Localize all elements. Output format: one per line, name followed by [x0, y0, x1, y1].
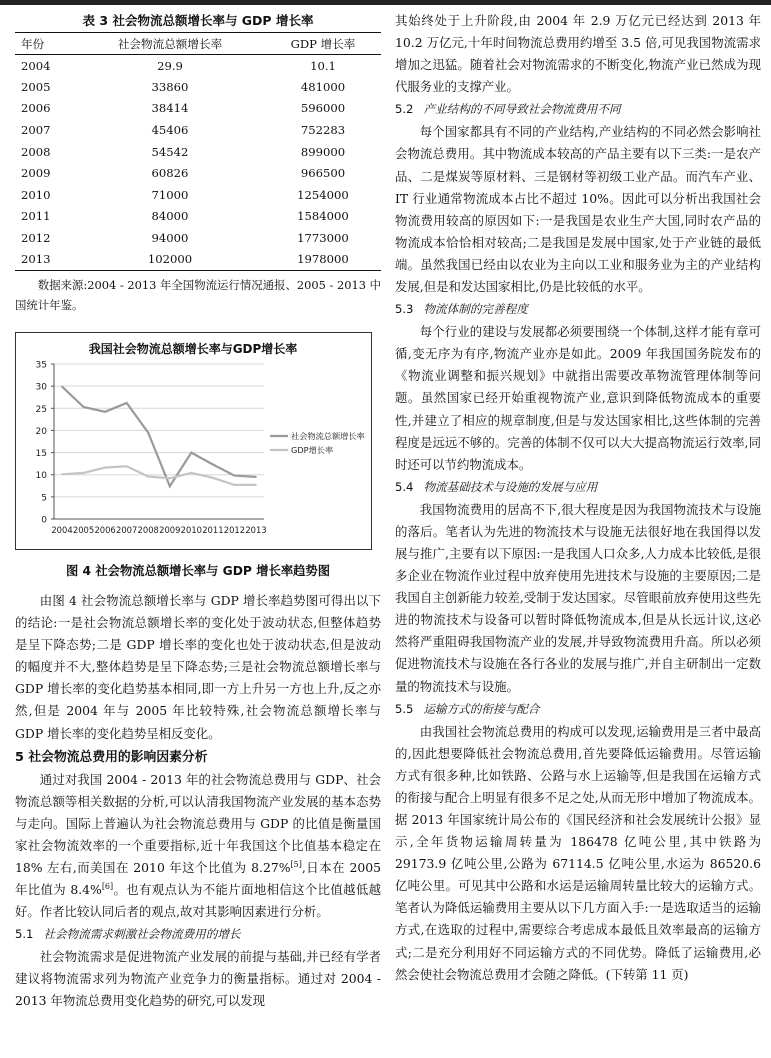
- table-cell-gdp: 752283: [300, 123, 346, 138]
- table-cell-year: 2005: [21, 79, 51, 94]
- table-cell-gdp: 596000: [300, 101, 346, 116]
- series-1-point: [147, 432, 149, 434]
- table-cell-logistics: 33860: [151, 79, 189, 94]
- table-cell-logistics: 71000: [151, 187, 189, 202]
- table-row: [15, 55, 381, 77]
- x-tick-label: 2009: [159, 524, 181, 535]
- table-cell-gdp: 10.1: [310, 58, 336, 73]
- series-1-point: [61, 386, 63, 388]
- table-row: [15, 141, 381, 163]
- data-table: [15, 32, 381, 271]
- citation-5: [5]: [290, 859, 302, 869]
- y-tick-label: 5: [41, 493, 47, 504]
- table-cell-logistics: 29.9: [157, 58, 183, 73]
- right-paragraph-3: 每个行业的建设与发展都必须要围绕一个体制,这样才能有章可循,变无序为有序,物流产业亦是如此。2009 年我国国务院发布的《物流业调整和振兴规划》中就指出需要改革物流管理体制等问题。虽然国家已经开始重视物流产业,意识到降低物流成本的重要性,并建立了相应的规章制度,但是与发达国家相比,这些体制的完善程度是远远不够的。完善的体制不仅可以大大提高物流运行效率,同时还可以节约物流成本。: [395, 324, 761, 472]
- table-cell-year: 2012: [21, 231, 51, 246]
- series-1-point: [104, 411, 106, 413]
- left-paragraph-2: 通过对我国 2004 - 2013 年的社会物流总费用与 GDP、社会物流总额等相关数据的分析,可以认清我国物流产业发展的基本态势与走向。国际上普遍认为社会物流总费用与 GDP 的比值是衡量国家社会物流效率的一个重要指标,近十年我国这个比值基本稳定在 18% 左右,而美国在 2010 年这个比值为 8.27%[5],日本在 2005 年比值为 8.4%[6]。也有观点认为不能片面地相信这个比值越低越好。作者比较认同后者的观点,故对其影响因素进行分析。: [15, 771, 382, 920]
- table-row: [15, 76, 381, 98]
- table-cell-gdp: 1978000: [265, 249, 381, 271]
- series-2-point: [212, 477, 214, 479]
- left-column: [15, 10, 381, 1013]
- x-tick-label: 2007: [116, 524, 138, 535]
- subsection-5-5-heading: 5.5 运输方式的衔接与配合: [395, 701, 540, 716]
- x-tick-label: 2008: [137, 524, 159, 535]
- table-row: [15, 249, 381, 271]
- table-header-row: [15, 33, 381, 55]
- x-tick-label: 2004: [51, 524, 73, 535]
- series-2-point: [104, 467, 106, 469]
- header-rule: [0, 0, 771, 5]
- series-1-point: [83, 406, 85, 408]
- table-cell-year: 2004: [21, 58, 51, 73]
- table-cell-year: 2007: [21, 123, 51, 138]
- left-paragraph-3: 社会物流需求是促进物流产业发展的前提与基础,并已经有学者建议将物流需求列为物流产业竞争力的衡量指标。通过对 2004 - 2013 年物流总费用变化趋势的研究,可以发现: [15, 949, 381, 1009]
- series-2-point: [147, 476, 149, 478]
- right-paragraph-5: 由我国社会物流总费用的构成可以发现,运输费用是三者中最高的,因此想要降低社会物流总费用,首先要降低运输费用。尽管运输方式有很多种,比如铁路、公路与水上运输等,但是我国在运输方式的衔接与配合上明显有很多不足之处,从而无形中增加了物流成本。据 2013 年国家统计局公布的《国民经济和社会发展统计公报》显示,全年货物运输周转量为 186478 亿吨公里,其中铁路为 29173.9 亿吨公里,公路为 67114.5 亿吨公里,水运为 86520.6 亿吨公里。可见其中公路和水运是运输周转量比较大的运输方式。笔者认为降低运输费用主要从以下几方面入手:一是选取适当的运输方式,在选取的过程中,需要综合考虑成本最低且效率最高的运输方式;二是充分利用好不同运输方式的不同优势。降低了运输费用,必然会使社会物流总费用才会随之降低。(下转第 11 页): [395, 723, 761, 982]
- y-tick-label: 20: [35, 426, 47, 437]
- x-tick-label: 2006: [94, 524, 116, 535]
- line-chart: [15, 332, 372, 550]
- table-row: [15, 162, 381, 184]
- right-paragraph-4: 我国物流费用的居高不下,很大程度是因为我国物流技术与设施的落后。笔者认为先进的物流技术与设施无法很好地在我国得以发展与推广,主要有以下原因:一是我国人口众多,人力成本比较低,是很多企业在物流作业过程中放弃使用先进技术与设施的主要原因;二是我国自主创新能力较差,受制于发达国家。尽管眼前放弃使用这些先进的物流技术与设备可以暂时降低物流成本,但是从长远计议,这必然将严重阻碍我国物流产业的发展,并导致物流费用升高。所以必须促进物流技术与设施在各行各业的发展与推广,并自主研制出一定数量的物流技术与设施。: [395, 501, 761, 694]
- series-2-point: [190, 472, 192, 474]
- table-row: [15, 227, 381, 249]
- right-column: [395, 10, 761, 986]
- y-tick-label: 35: [35, 360, 47, 371]
- table-row: [15, 98, 381, 120]
- y-tick-label: 15: [35, 449, 47, 460]
- table-cell-year: 2011: [21, 209, 51, 224]
- table-cell-gdp: 966500: [300, 166, 346, 181]
- table-header-logistics: 社会物流总额增长率: [75, 33, 265, 55]
- table-cell-year: 2010: [21, 187, 51, 202]
- table-cell-year: 2008: [21, 144, 51, 159]
- table-cell-logistics: 45406: [151, 123, 189, 138]
- subsection-5-2-heading: 5.2 产业结构的不同导致社会物流费用不同: [395, 102, 621, 117]
- table-cell-gdp: 1773000: [297, 231, 349, 246]
- table-cell-gdp: 1584000: [297, 209, 349, 224]
- y-tick-label: 30: [35, 382, 47, 393]
- table-cell-gdp: 899000: [300, 144, 346, 159]
- table-cell-logistics: 54542: [151, 144, 189, 159]
- table-header-gdp: GDP 增长率: [265, 33, 381, 55]
- table-cell-year: 2013: [15, 249, 75, 271]
- table-cell-year: 2009: [21, 166, 51, 181]
- series-2-point: [83, 472, 85, 474]
- series-1-point: [255, 476, 257, 478]
- table-cell-logistics: 38414: [151, 101, 189, 116]
- table-cell-logistics: 102000: [75, 249, 265, 271]
- y-tick-label: 25: [35, 404, 47, 415]
- series-1-point: [212, 464, 214, 466]
- legend-label-1: 社会物流总额增长率: [291, 430, 365, 441]
- table-cell-year: 2006: [21, 101, 51, 116]
- table-header-year: 年份: [15, 33, 75, 55]
- series-2-point: [234, 484, 236, 486]
- table-cell-gdp: 481000: [300, 79, 346, 94]
- section-5-heading: 5 社会物流总费用的影响因素分析: [15, 749, 208, 765]
- subsection-5-3-heading: 5.3 物流体制的完善程度: [395, 302, 528, 317]
- x-tick-label: 2011: [202, 524, 224, 535]
- y-tick-label: 10: [35, 471, 47, 482]
- series-2-point: [126, 465, 128, 467]
- table-row: [15, 206, 381, 228]
- table-row: [15, 119, 381, 141]
- series-2-point: [255, 484, 257, 486]
- chart-svg: [16, 333, 371, 549]
- x-tick-label: 2013: [245, 524, 267, 535]
- right-paragraph-2: 每个国家都具有不同的产业结构,产业结构的不同必然会影响社会物流总费用。其中物流成本较高的产品主要有以下三类:一是农产品、二是煤炭等原材料、三是钢材等初级工业产品。而汽车产业、IT 行业通常物流成本占比不超过 10%。因此可以分析出我国社会物流费用较高的原因如下:一是我国是农业生产大国,同时农产品的物流成本恰恰相对较高;二是我国是发展中国家,处于产业链的最低端。虽然我国已经由以农业为主向以工业和服务业为主的产业结构发展,但是和发达国家相比,仍是比较低的水平。: [395, 124, 761, 295]
- legend-label-2: GDP增长率: [291, 444, 334, 455]
- figure-caption: 图 4 社会物流总额增长率与 GDP 增长率趋势图: [65, 563, 331, 578]
- series-1-point: [126, 402, 128, 404]
- citation-6: [6]: [101, 881, 114, 891]
- table-row: [15, 184, 381, 206]
- table-source-note: 数据来源:2004 - 2013 年全国物流运行情况通报、2005 - 2013 中国统计年鉴。: [15, 277, 381, 312]
- x-tick-label: 2010: [180, 524, 202, 535]
- subsection-5-1-heading: 5.1 社会物流需求刺激社会物流费用的增长: [15, 927, 241, 942]
- left-paragraph-1: 由图 4 社会物流总额增长率与 GDP 增长率趋势图可得出以下的结论:一是社会物流总额增长率的变化处于波动状态,但整体趋势是呈下降态势;二是 GDP 增长率的变化也处于波动状态,但是波动的幅度并不大,整体趋势是呈下降态势;三是社会物流总额增长率与 GDP 增长率的变化趋势基本相同,即一方上升另一方也上升,反之亦然,但是 2004 年与 2005 年比较特殊,社会物流总额增长率与 GDP 增长率的变化趋势呈相反变化。: [15, 592, 381, 741]
- series-line-2: [62, 466, 256, 485]
- series-1-point: [169, 485, 171, 487]
- table-cell-logistics: 60826: [151, 166, 189, 181]
- table-cell-logistics: 94000: [151, 231, 189, 246]
- table-caption: 表 3 社会物流总额增长率与 GDP 增长率: [82, 13, 314, 28]
- chart-title: 我国社会物流总额增长率与GDP增长率: [88, 341, 298, 356]
- x-tick-label: 2005: [72, 524, 95, 535]
- right-paragraph-1: 其始终处于上升阶段,由 2004 年 2.9 万亿元已经达到 2013 年 10.2 万亿元,十年时间物流总费用约增至 3.5 倍,可见我国物流需求增加之迅猛。随着社会对物流需求的不断变化,物流产业已然成为现代服务业的支撑产业。: [395, 13, 761, 95]
- table-cell-logistics: 84000: [151, 209, 189, 224]
- series-1-point: [234, 475, 236, 477]
- table-cell-gdp: 1254000: [297, 187, 349, 202]
- series-2-point: [61, 473, 63, 475]
- x-tick-label: 2012: [223, 524, 246, 535]
- y-tick-label: 0: [41, 515, 47, 526]
- series-1-point: [190, 452, 192, 454]
- subsection-5-4-heading: 5.4 物流基础技术与设施的发展与应用: [395, 479, 598, 494]
- series-2-point: [169, 477, 171, 479]
